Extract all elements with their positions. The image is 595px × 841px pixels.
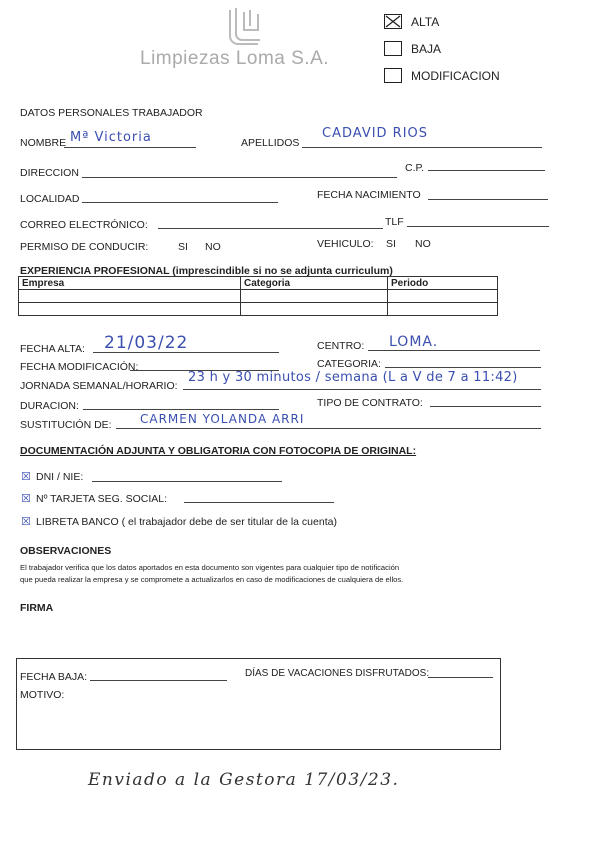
vehiculo-label: VEHICULO: xyxy=(317,238,374,250)
section-title-documentacion: DOCUMENTACIÓN ADJUNTA Y OBLIGATORIA CON FOTOCOPIA DE ORIGINAL: xyxy=(20,445,417,457)
centro-field[interactable] xyxy=(368,350,540,351)
observaciones-text-2: que pueda realizar la empresa y se compromete a actualizarlos en caso de modificaciones de cualquiera de ellos. xyxy=(20,575,404,584)
duracion-field[interactable] xyxy=(83,409,279,410)
check-x-icon xyxy=(385,15,401,28)
fecha-nacimiento-field[interactable] xyxy=(428,199,548,200)
direccion-field[interactable] xyxy=(82,177,397,178)
libreta-label: LIBRETA BANCO ( el trabajador debe de ser titular de la cuenta) xyxy=(36,516,337,528)
fecha-modificacion-label: FECHA MODIFICACIÓN: xyxy=(20,361,139,373)
jornada-label: JORNADA SEMANAL/HORARIO: xyxy=(20,380,178,392)
section-title-experiencia: EXPERIENCIA PROFESIONAL (imprescindible si no se adjunta curriculum) xyxy=(20,265,393,277)
direccion-label: DIRECCION xyxy=(20,167,79,179)
tipo-contrato-label: TIPO DE CONTRATO: xyxy=(317,397,423,409)
duracion-label: DURACION: xyxy=(20,400,79,412)
modificacion-checkbox[interactable] xyxy=(384,68,402,83)
correo-field[interactable] xyxy=(158,228,383,229)
sustitucion-value: CARMEN YOLANDA ARRI xyxy=(140,412,305,426)
jornada-value: 23 h y 30 minutos / semana (L a V de 7 a 11:42) xyxy=(188,370,518,385)
vehiculo-si[interactable]: SI xyxy=(386,238,396,250)
logo-mark-icon xyxy=(222,6,272,50)
libreta-checkbox[interactable]: ☒ xyxy=(21,516,31,528)
table-row[interactable] xyxy=(19,303,498,316)
jornada-field[interactable] xyxy=(183,389,541,390)
fecha-alta-value: 21/03/22 xyxy=(104,333,189,353)
observaciones-text-1: El trabajador verifica que los datos aportados en esta documento son vigentes para cualquier tipo de notificación xyxy=(20,563,400,572)
centro-value: LOMA. xyxy=(389,334,439,350)
sustitucion-field[interactable] xyxy=(116,428,541,429)
tlf-label: TLF xyxy=(385,216,404,228)
fecha-baja-field[interactable] xyxy=(90,680,227,681)
tlf-field[interactable] xyxy=(407,226,549,227)
table-row[interactable] xyxy=(19,290,498,303)
nombre-value: Mª Victoria xyxy=(70,130,152,145)
baja-label: BAJA xyxy=(411,42,442,56)
section-title-observaciones: OBSERVACIONES xyxy=(20,545,112,557)
localidad-label: LOCALIDAD xyxy=(20,193,80,205)
fecha-baja-label: FECHA BAJA: xyxy=(20,671,88,683)
categoria-label: CATEGORIA: xyxy=(317,358,381,370)
baja-checkbox[interactable] xyxy=(384,41,402,56)
apellidos-value: CADAVID RIOS xyxy=(322,126,429,141)
vehiculo-no[interactable]: NO xyxy=(415,238,431,250)
modificacion-label: MODIFICACION xyxy=(411,69,500,83)
dni-label: DNI / NIE: xyxy=(36,471,84,483)
seg-social-field[interactable] xyxy=(184,502,334,503)
permiso-no[interactable]: NO xyxy=(205,241,221,253)
column-header-periodo: Periodo xyxy=(388,277,498,290)
footer-handwritten-note: Enviado a la Gestora 17/03/23. xyxy=(88,770,400,790)
dni-field[interactable] xyxy=(92,481,282,482)
categoria-field[interactable] xyxy=(385,367,541,368)
seg-social-label: Nº TARJETA SEG. SOCIAL: xyxy=(36,493,168,505)
localidad-field[interactable] xyxy=(82,202,278,203)
motivo-label: MOTIVO: xyxy=(20,689,65,701)
vacaciones-field[interactable] xyxy=(428,677,493,678)
vacaciones-label: DÍAS DE VACACIONES DISFRUTADOS: xyxy=(245,668,430,679)
nombre-label: NOMBRE xyxy=(20,137,67,149)
alta-checkbox[interactable] xyxy=(384,14,402,29)
seg-social-checkbox[interactable]: ☒ xyxy=(21,493,31,505)
cp-field[interactable] xyxy=(428,170,545,171)
centro-label: CENTRO: xyxy=(317,340,365,352)
column-header-empresa: Empresa xyxy=(19,277,241,290)
fecha-nacimiento-label: FECHA NACIMIENTO xyxy=(317,189,421,201)
fecha-alta-label: FECHA ALTA: xyxy=(20,343,85,355)
experiencia-table xyxy=(18,276,498,316)
tipo-contrato-field[interactable] xyxy=(430,406,541,407)
dni-checkbox[interactable]: ☒ xyxy=(21,471,31,483)
apellidos-label: APELLIDOS xyxy=(241,137,300,149)
nombre-field[interactable] xyxy=(64,147,196,148)
firma-label: FIRMA xyxy=(20,602,54,614)
alta-label: ALTA xyxy=(411,15,440,29)
apellidos-field[interactable] xyxy=(302,147,542,148)
sustitucion-label: SUSTITUCIÓN DE: xyxy=(20,419,112,431)
correo-label: CORREO ELECTRÓNICO: xyxy=(20,219,148,231)
permiso-si[interactable]: SI xyxy=(178,241,188,253)
company-logo xyxy=(222,6,272,50)
permiso-label: PERMISO DE CONDUCIR: xyxy=(20,241,149,253)
cp-label: C.P. xyxy=(405,162,425,174)
section-title-personal: DATOS PERSONALES TRABAJADOR xyxy=(20,107,203,119)
column-header-categoria: Categoria xyxy=(241,277,388,290)
company-name: Limpiezas Loma S.A. xyxy=(140,48,330,69)
